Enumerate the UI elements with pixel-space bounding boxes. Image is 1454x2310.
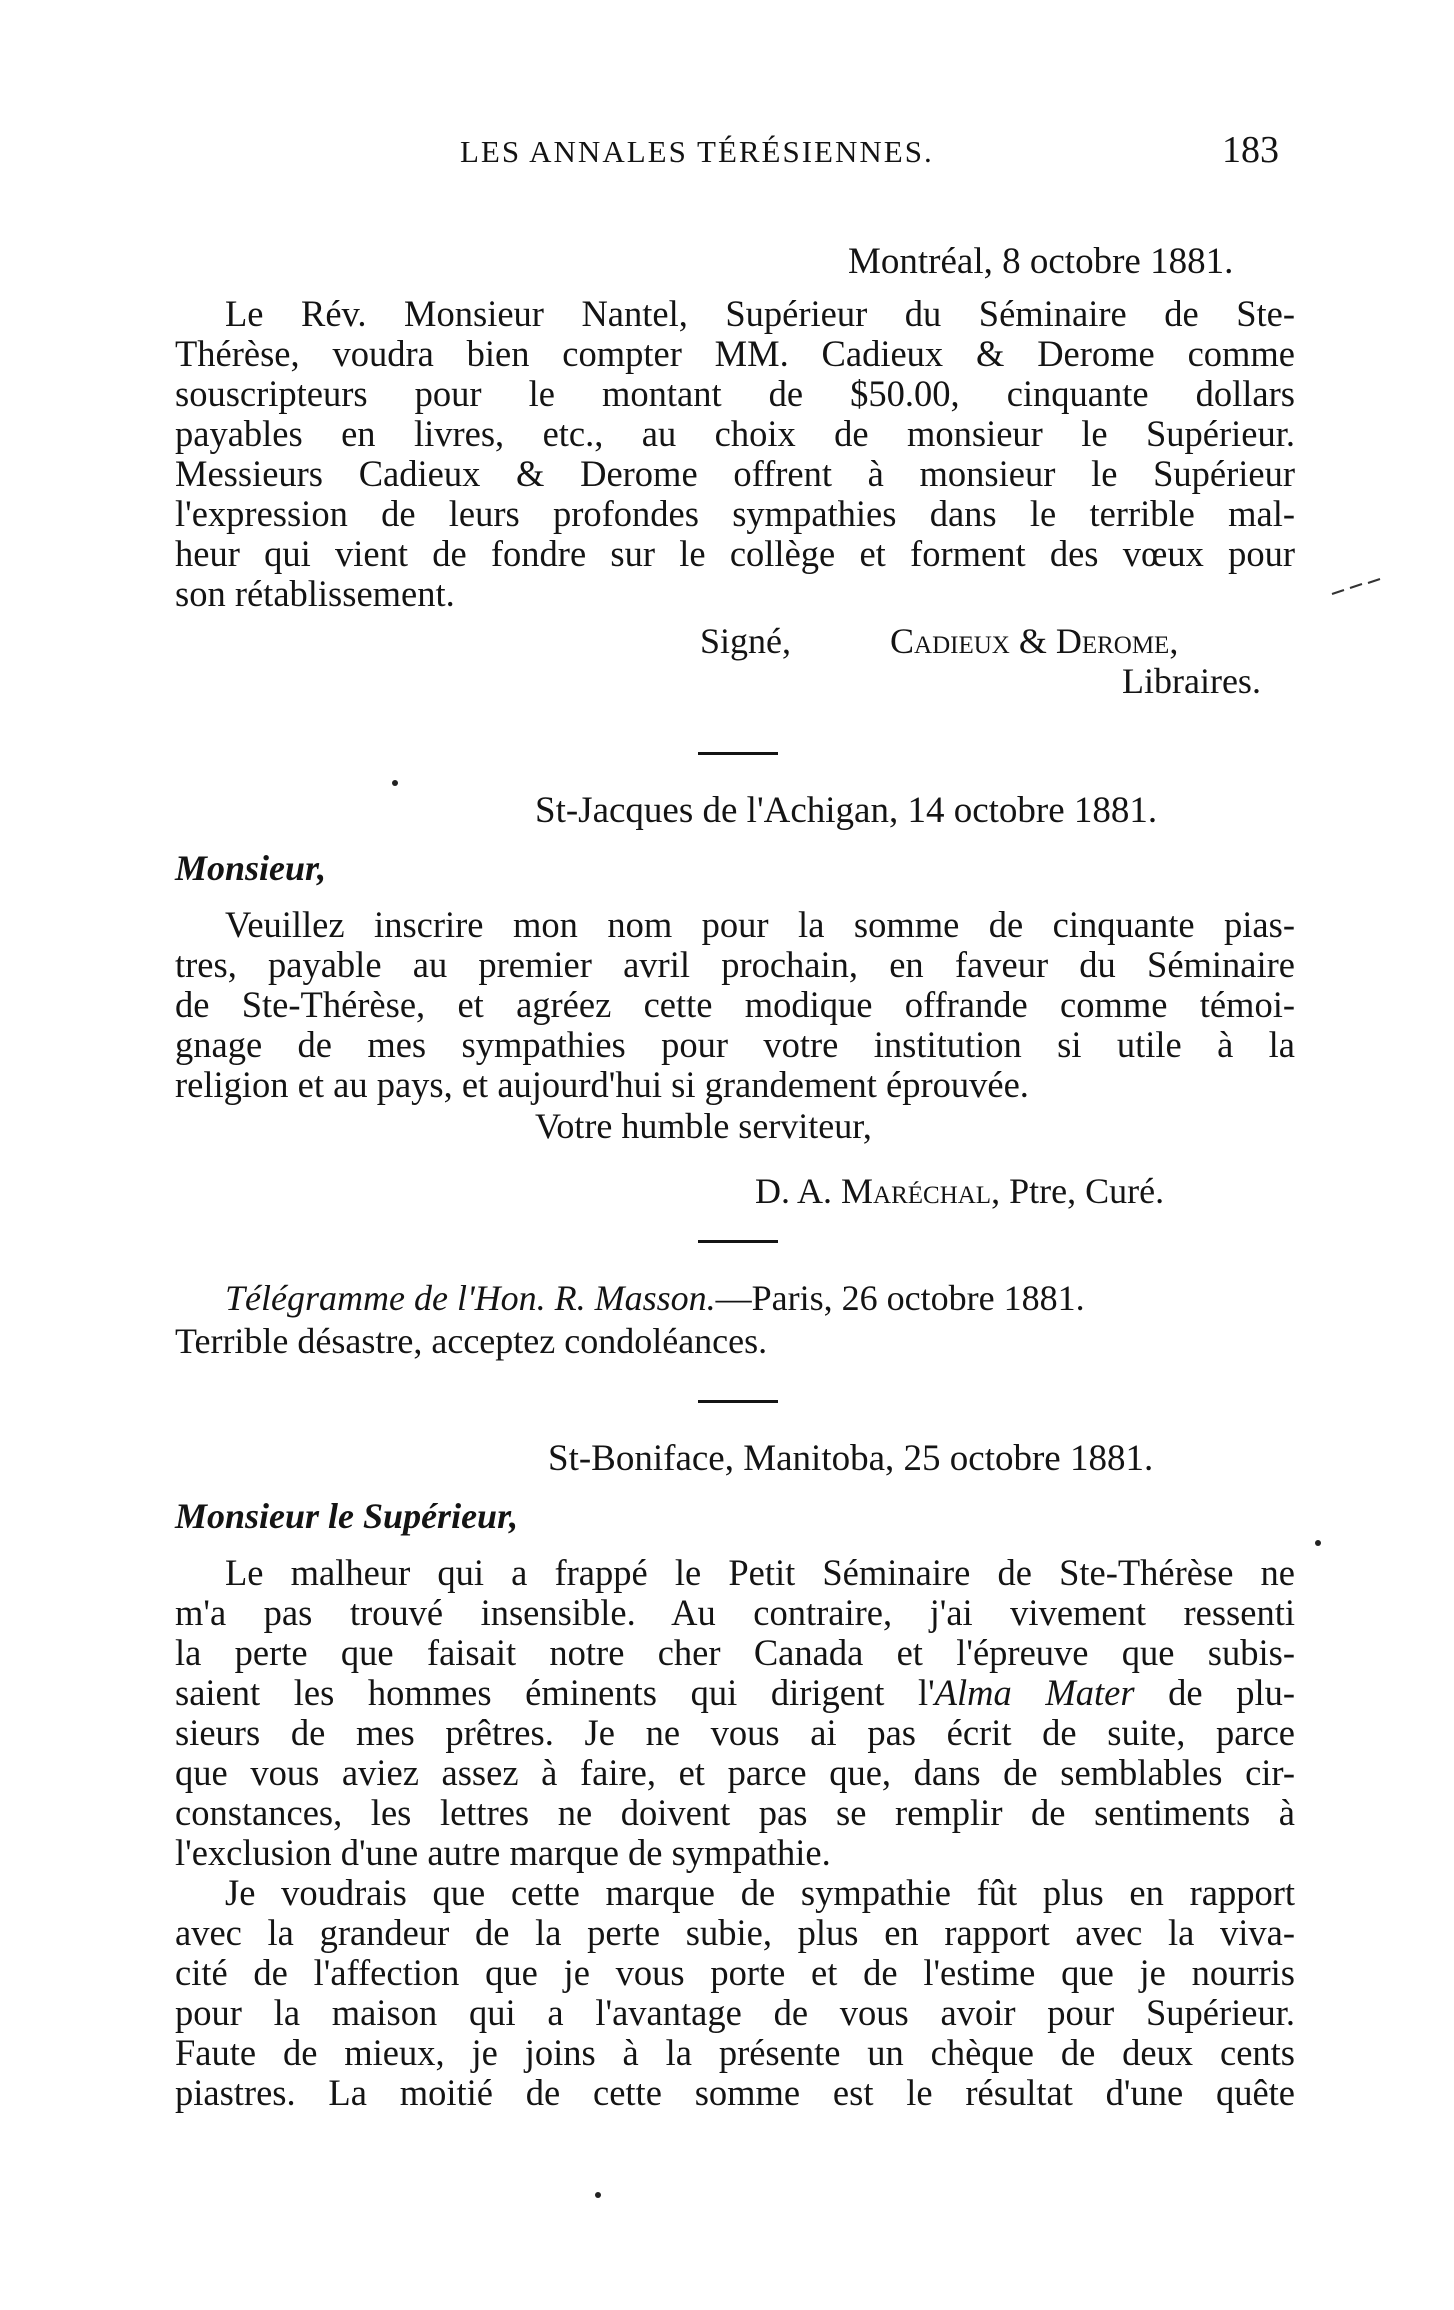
text-line: gnage de mes sympathies pour votre institution si utile à la xyxy=(175,1025,1295,1065)
text-line: m'a pas trouvé insensible. Au contraire, j'ai vivement ressenti xyxy=(175,1593,1295,1633)
text-line: Le Rév. Monsieur Nantel, Supérieur du Séminaire de Ste- xyxy=(225,294,1295,334)
text-line: religion et au pays, et aujourd'hui si grandement éprouvée. xyxy=(175,1065,1029,1105)
letter1-signature: Cadieux & Derome, xyxy=(890,621,1179,661)
alma-mater-italic: Alma Mater xyxy=(934,1673,1135,1713)
text-line: avec la grandeur de la perte subie, plus en rapport avec la viva- xyxy=(175,1913,1295,1953)
running-header-title: LES ANNALES TÉRÉSIENNES. xyxy=(460,134,934,169)
letter2-dateline: St-Jacques de l'Achigan, 14 octobre 1881. xyxy=(535,790,1158,831)
letter1-dateline: Montréal, 8 octobre 1881. xyxy=(848,241,1234,282)
letter3-salutation: Monsieur le Supérieur, xyxy=(175,1496,519,1536)
section-divider xyxy=(698,1400,778,1403)
text-line: sieurs de mes prêtres. Je ne vous ai pas écrit de suite, parce xyxy=(175,1713,1295,1753)
text-line: Faute de mieux, je joins à la présente un chèque de deux cents xyxy=(175,2033,1295,2073)
telegram-label: Télégramme de l'Hon. R. Masson. xyxy=(225,1278,716,1318)
section-divider xyxy=(698,752,778,755)
letter1-signed-label: Signé, xyxy=(700,621,792,661)
letter2-signature xyxy=(755,1170,1164,1212)
text-line: souscripteurs pour le montant de $50.00, cinquante dollars xyxy=(175,374,1295,414)
text-line: que vous aviez assez à faire, et parce que, dans de semblables cir- xyxy=(175,1753,1295,1793)
text-line: Messieurs Cadieux & Derome offrent à monsieur le Supérieur xyxy=(175,454,1295,494)
text-line: la perte que faisait notre cher Canada et l'épreuve que subis- xyxy=(175,1633,1295,1673)
text-line: heur qui vient de fondre sur le collège et forment des vœux pour xyxy=(175,534,1295,574)
text-segment: de plu- xyxy=(1134,1673,1295,1713)
text-line: cité de l'affection que je vous porte et de l'estime que je nourris xyxy=(175,1953,1295,1993)
text-line xyxy=(175,1673,1295,1713)
letter2-signature-title: , Ptre, Curé. xyxy=(991,1171,1165,1211)
text-line: piastres. La moitié de cette somme est le résultat d'une quête xyxy=(175,2073,1295,2113)
text-line: pour la maison qui a l'avantage de vous avoir pour Supérieur. xyxy=(175,1993,1295,2033)
text-line: Veuillez inscrire mon nom pour la somme de cinquante pias- xyxy=(225,905,1295,945)
text-line: Thérèse, voudra bien compter MM. Cadieux & Derome comme xyxy=(175,334,1295,374)
text-line: tres, payable au premier avril prochain, en faveur du Séminaire xyxy=(175,945,1295,985)
print-speck xyxy=(1315,1540,1321,1546)
page-number: 183 xyxy=(1222,129,1279,171)
margin-mark-icon xyxy=(1330,578,1382,598)
text-line: son rétablissement. xyxy=(175,574,455,614)
print-speck xyxy=(392,780,398,786)
letter1-body xyxy=(175,294,1295,614)
print-speck xyxy=(595,2192,601,2198)
letter2-closing: Votre humble serviteur, xyxy=(535,1106,872,1146)
text-line: payables en livres, etc., au choix de monsieur le Supérieur. xyxy=(175,414,1295,454)
telegram-heading xyxy=(225,1277,1085,1319)
letter3-paragraph-2 xyxy=(175,1873,1295,2113)
letter2-salutation: Monsieur, xyxy=(175,848,327,888)
letter2-signature-initials: D. A. xyxy=(755,1171,833,1211)
letter3-dateline: St-Boniface, Manitoba, 25 octobre 1881. xyxy=(548,1438,1154,1479)
text-line: l'expression de leurs profondes sympathies dans le terrible mal- xyxy=(175,494,1295,534)
text-line: de Ste-Thérèse, et agréez cette modique offrande comme témoi- xyxy=(175,985,1295,1025)
letter1-signature-title: Libraires. xyxy=(1122,661,1261,701)
text-line: constances, les lettres ne doivent pas se remplir de sentiments à xyxy=(175,1793,1295,1833)
section-divider xyxy=(698,1240,778,1243)
telegram-dateline: —Paris, 26 octobre 1881. xyxy=(715,1278,1085,1318)
letter2-signature-name: Maréchal xyxy=(841,1171,992,1211)
letter2-body xyxy=(175,905,1295,1105)
letter3-paragraph-1 xyxy=(175,1553,1295,1873)
text-line: l'exclusion d'une autre marque de sympathie. xyxy=(175,1833,831,1873)
telegram-text: Terrible désastre, acceptez condoléances. xyxy=(175,1321,768,1361)
text-line: Le malheur qui a frappé le Petit Séminaire de Ste-Thérèse ne xyxy=(225,1553,1295,1593)
text-line: Je voudrais que cette marque de sympathie fût plus en rapport xyxy=(225,1873,1295,1913)
text-segment: saient les hommes éminents qui dirigent l' xyxy=(175,1673,935,1713)
